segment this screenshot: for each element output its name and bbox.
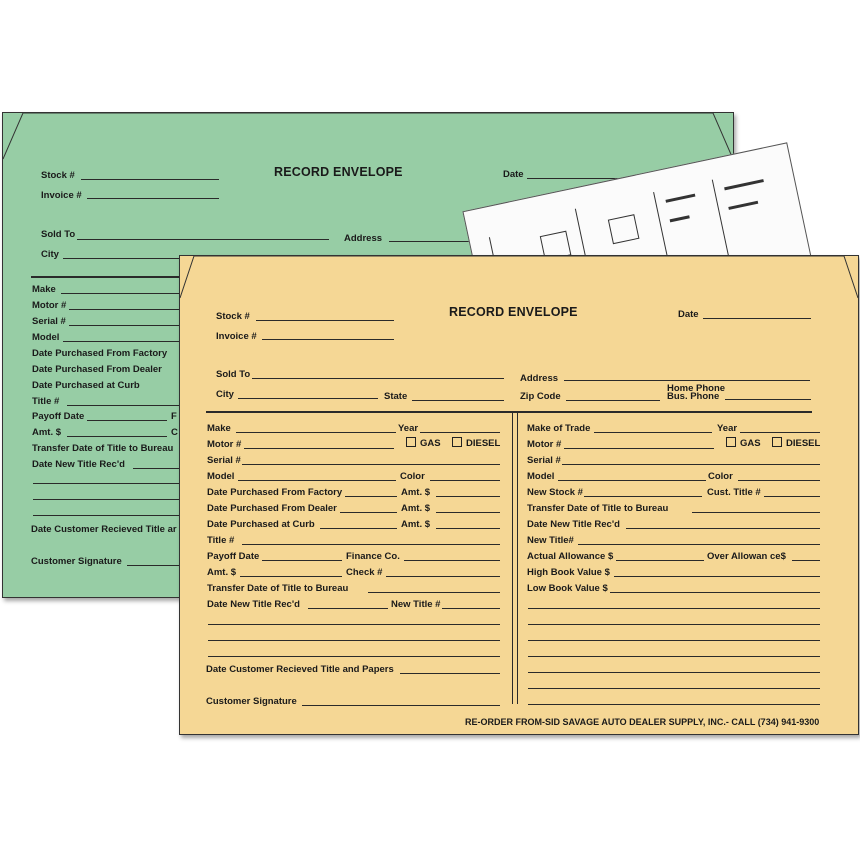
green-payoff-label: Payoff Date: [32, 411, 85, 422]
yellow-column-divider: [512, 412, 518, 704]
yellow-trade-diesel-checkbox[interactable]: [772, 437, 782, 447]
yellow-sold-to-label: Sold To: [216, 369, 251, 380]
yellow-trade-model-line[interactable]: [558, 480, 706, 481]
yellow-trade-gas-label: GAS: [740, 438, 761, 449]
green-city-label: City: [41, 249, 59, 260]
green-payoff-line[interactable]: [87, 420, 167, 421]
green-make-label: Make: [32, 284, 56, 295]
yellow-gas-option[interactable]: [406, 437, 441, 449]
green-city-line[interactable]: [63, 258, 193, 259]
green-sold-to-line[interactable]: [77, 239, 329, 240]
yellow-purchased-factory-label: Date Purchased From Factory: [207, 487, 343, 498]
yellow-home-phone-label: Home Phone: [667, 383, 726, 394]
yellow-title-number-line[interactable]: [242, 544, 500, 545]
yellow-actual-allowance-label: Actual Allowance $: [527, 551, 614, 562]
yellow-reorder-footer: RE-ORDER FROM-SID SAVAGE AUTO DEALER SUPPLY, INC.- CALL (734) 941-9300: [465, 717, 820, 727]
yellow-address-label: Address: [520, 373, 559, 384]
yellow-envelope-flap: [180, 256, 858, 302]
yellow-stock-line[interactable]: [256, 320, 394, 321]
yellow-signature-label: Customer Signature: [206, 696, 297, 707]
yellow-check-line[interactable]: [386, 576, 500, 577]
yellow-trade-transfer-line[interactable]: [692, 512, 820, 513]
yellow-over-allowance-line[interactable]: [792, 560, 820, 561]
yellow-low-book-line[interactable]: [610, 592, 820, 593]
yellow-new-title-recd-line[interactable]: [308, 608, 388, 609]
green-transfer-label: Transfer Date of Title to Bureau: [32, 443, 174, 454]
green-motor-label: Motor #: [32, 300, 67, 311]
yellow-model-line[interactable]: [238, 480, 396, 481]
yellow-envelope-title: RECORD ENVELOPE: [449, 305, 578, 319]
yellow-trade-transfer-label: Transfer Date of Title to Bureau: [527, 503, 669, 514]
yellow-serial-line[interactable]: [242, 464, 500, 465]
yellow-city-line[interactable]: [238, 398, 378, 399]
yellow-left-blank-line-3[interactable]: [208, 656, 500, 657]
green-envelope-flap: [3, 113, 733, 163]
yellow-motor-label: Motor #: [207, 439, 242, 450]
green-serial-label: Serial #: [32, 316, 66, 327]
yellow-new-title-recd-label: Date New Title Rec'd: [207, 599, 300, 610]
yellow-phone-line[interactable]: [725, 399, 811, 400]
yellow-trade-new-title-label: New Title#: [527, 535, 574, 546]
paper-mark-6: [724, 179, 764, 190]
paper-mark-7: [670, 215, 690, 222]
yellow-bus-phone-label: Bus. Phone: [667, 391, 720, 402]
green-amt-line[interactable]: [67, 436, 167, 437]
yellow-state-line[interactable]: [412, 400, 504, 401]
yellow-amt-line[interactable]: [240, 576, 342, 577]
yellow-right-blank-line-1[interactable]: [528, 608, 820, 609]
yellow-cust-title-label: Cust. Title #: [707, 487, 761, 498]
yellow-dealer-amt-label: Amt. $: [401, 503, 431, 514]
green-amt-fragment: C: [171, 427, 178, 438]
yellow-curb-amt-line[interactable]: [436, 528, 500, 529]
yellow-trade-color-line[interactable]: [738, 480, 820, 481]
yellow-diesel-checkbox[interactable]: [452, 437, 462, 447]
yellow-actual-allowance-line[interactable]: [616, 560, 704, 561]
yellow-transfer-label: Transfer Date of Title to Bureau: [207, 583, 349, 594]
yellow-trade-new-title-recd-label: Date New Title Rec'd: [527, 519, 620, 530]
yellow-purchased-dealer-label: Date Purchased From Dealer: [207, 503, 337, 514]
green-signature-label: Customer Signature: [31, 556, 122, 567]
green-amt-label: Amt. $: [32, 427, 62, 438]
yellow-model-label: Model: [207, 471, 235, 482]
green-model-label: Model: [32, 332, 60, 343]
green-sold-to-label: Sold To: [41, 229, 76, 240]
green-model-line[interactable]: [63, 341, 191, 342]
yellow-right-blank-line-3[interactable]: [528, 640, 820, 641]
yellow-finance-line[interactable]: [404, 560, 500, 561]
yellow-customer-received-line[interactable]: [400, 673, 500, 674]
yellow-right-blank-line-5[interactable]: [528, 672, 820, 673]
yellow-stock-label: Stock #: [216, 311, 250, 322]
yellow-trade-serial-label: Serial #: [527, 455, 561, 466]
green-envelope-title: RECORD ENVELOPE: [274, 165, 403, 179]
green-stock-label: Stock #: [41, 170, 75, 181]
yellow-trade-year-label: Year: [717, 423, 738, 434]
green-motor-line[interactable]: [69, 309, 191, 310]
green-blank-line-3[interactable]: [33, 515, 191, 516]
yellow-purchased-curb-line[interactable]: [320, 528, 397, 529]
yellow-trade-motor-label: Motor #: [527, 439, 562, 450]
yellow-right-blank-line-6[interactable]: [528, 688, 820, 689]
yellow-new-stock-line[interactable]: [584, 496, 702, 497]
yellow-color-line[interactable]: [430, 480, 500, 481]
green-serial-line[interactable]: [69, 325, 191, 326]
yellow-date-line[interactable]: [703, 318, 811, 319]
yellow-purchased-dealer-line[interactable]: [340, 512, 397, 513]
green-purchased-curb-label: Date Purchased at Curb: [32, 380, 140, 391]
green-address-label: Address: [344, 233, 383, 244]
yellow-invoice-label: Invoice #: [216, 331, 257, 342]
yellow-over-allowance-label: Over Allowan ce$: [707, 551, 786, 562]
yellow-curb-amt-label: Amt. $: [401, 519, 431, 530]
yellow-factory-amt-label: Amt. $: [401, 487, 431, 498]
yellow-trade-motor-line[interactable]: [564, 448, 714, 449]
yellow-color-label: Color: [400, 471, 425, 482]
yellow-trade-color-label: Color: [708, 471, 733, 482]
yellow-check-label: Check #: [346, 567, 383, 578]
yellow-trade-diesel-option[interactable]: [772, 437, 820, 449]
yellow-high-book-label: High Book Value $: [527, 567, 610, 578]
yellow-transfer-line[interactable]: [368, 592, 500, 593]
yellow-new-title-label: New Title #: [391, 599, 441, 610]
yellow-dealer-amt-line[interactable]: [436, 512, 500, 513]
yellow-factory-amt-line[interactable]: [436, 496, 500, 497]
yellow-make-trade-line[interactable]: [594, 432, 712, 433]
yellow-payoff-label: Payoff Date: [207, 551, 260, 562]
green-purchased-factory-label: Date Purchased From Factory: [32, 348, 168, 359]
green-new-title-label: Date New Title Rec'd: [32, 459, 125, 470]
yellow-motor-line[interactable]: [244, 448, 394, 449]
yellow-sold-to-line[interactable]: [252, 378, 504, 379]
yellow-zip-label: Zip Code: [520, 391, 561, 402]
yellow-purchased-factory-line[interactable]: [345, 496, 397, 497]
yellow-new-stock-label: New Stock #: [527, 487, 583, 498]
yellow-city-label: City: [216, 389, 234, 400]
yellow-high-book-line[interactable]: [614, 576, 820, 577]
yellow-low-book-label: Low Book Value $: [527, 583, 608, 594]
paper-mark-8: [728, 201, 758, 210]
yellow-serial-label: Serial #: [207, 455, 241, 466]
green-customer-received-label: Date Customer Recieved Title ar: [31, 524, 177, 535]
yellow-trade-diesel-label: DIESEL: [786, 438, 821, 449]
yellow-make-line[interactable]: [236, 432, 396, 433]
green-blank-line-1[interactable]: [33, 483, 191, 484]
yellow-state-label: State: [384, 391, 408, 402]
yellow-record-envelope: [179, 255, 859, 735]
yellow-invoice-line[interactable]: [262, 339, 394, 340]
yellow-signature-line[interactable]: [302, 705, 500, 706]
yellow-year-label: Year: [398, 423, 419, 434]
yellow-right-blank-line-2[interactable]: [528, 624, 820, 625]
yellow-trade-serial-line[interactable]: [562, 464, 820, 465]
yellow-gas-label: GAS: [420, 438, 441, 449]
yellow-make-label: Make: [207, 423, 231, 434]
yellow-trade-gas-option[interactable]: [726, 437, 761, 449]
green-stock-line[interactable]: [81, 179, 219, 180]
yellow-zip-line[interactable]: [566, 400, 660, 401]
yellow-trade-gas-checkbox[interactable]: [726, 437, 736, 447]
yellow-trade-new-title-recd-line[interactable]: [626, 528, 820, 529]
green-title-number-label: Title #: [32, 396, 60, 407]
yellow-year-line[interactable]: [420, 432, 500, 433]
green-title-number-line[interactable]: [67, 405, 191, 406]
green-date-label: Date: [503, 169, 524, 180]
yellow-date-label: Date: [678, 309, 699, 320]
green-section-divider: [31, 276, 191, 278]
paper-mark-5: [665, 194, 695, 203]
yellow-cust-title-line[interactable]: [764, 496, 820, 497]
paper-box-2: [608, 215, 638, 244]
yellow-left-blank-line-1[interactable]: [208, 624, 500, 625]
yellow-purchased-curb-label: Date Purchased at Curb: [207, 519, 315, 530]
yellow-make-trade-label: Make of Trade: [527, 423, 591, 434]
green-blank-line-2[interactable]: [33, 499, 191, 500]
green-invoice-line[interactable]: [87, 198, 219, 199]
yellow-finance-label: Finance Co.: [346, 551, 400, 562]
yellow-amt-label: Amt. $: [207, 567, 237, 578]
yellow-left-blank-line-2[interactable]: [208, 640, 500, 641]
green-make-line[interactable]: [61, 293, 191, 294]
yellow-right-blank-line-4[interactable]: [528, 656, 820, 657]
yellow-customer-received-label: Date Customer Recieved Title and Papers: [206, 664, 394, 675]
yellow-diesel-option[interactable]: [452, 437, 500, 449]
yellow-right-blank-line-7[interactable]: [528, 704, 820, 705]
yellow-section-divider: [206, 411, 812, 413]
yellow-trade-model-label: Model: [527, 471, 555, 482]
green-purchased-dealer-label: Date Purchased From Dealer: [32, 364, 162, 375]
green-invoice-label: Invoice #: [41, 190, 82, 201]
yellow-trade-year-line[interactable]: [740, 432, 820, 433]
green-payoff-fragment: F: [171, 411, 177, 422]
yellow-trade-new-title-line[interactable]: [578, 544, 820, 545]
yellow-title-number-label: Title #: [207, 535, 235, 546]
yellow-new-title-line[interactable]: [442, 608, 500, 609]
yellow-gas-checkbox[interactable]: [406, 437, 416, 447]
yellow-payoff-line[interactable]: [262, 560, 342, 561]
yellow-diesel-label: DIESEL: [466, 438, 501, 449]
yellow-address-line[interactable]: [564, 380, 810, 381]
